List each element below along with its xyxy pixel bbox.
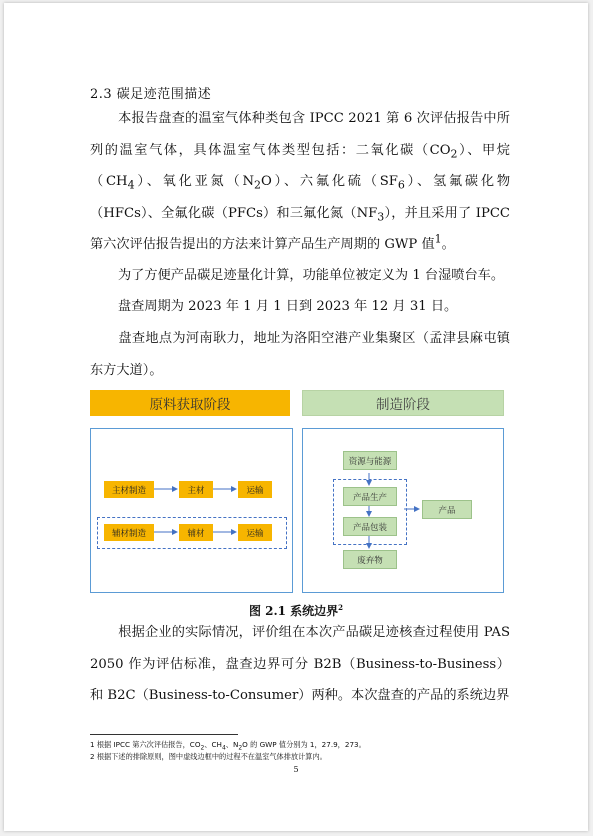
fn1-c: 、N [225, 740, 239, 749]
p4-text: 盘查地点为河南耿力，地址为洛阳空港产业集聚区（孟津县麻屯镇东方大道）。 [90, 331, 510, 378]
footnote-ref: 1 [434, 232, 442, 246]
p1-part-e: ）、氢氟碳化物（HFCs）、全氟化碳（PFCs）和三氟化氮（NF [90, 174, 511, 221]
stage-raw-material-bar: 原料获取阶段 [90, 390, 290, 416]
subscript: 4 [221, 744, 226, 752]
raw-material-panel [90, 428, 293, 593]
paragraph-location [90, 323, 510, 386]
fn1-b: 、CH [204, 740, 222, 749]
transport-box-1: 运输 [238, 481, 272, 498]
left-arrows [91, 429, 294, 594]
caption-text: 图 2.1 系统边界 [248, 604, 339, 618]
transport-box-2: 运输 [238, 524, 272, 541]
paragraph-functional-unit [90, 260, 510, 292]
p3-text: 盘查周期为 2023 年 1 月 1 日到 2023 年 12 月 31 日。 [118, 299, 458, 314]
subscript: 2 [450, 147, 458, 161]
p1-end: 。 [441, 237, 455, 252]
paragraph-boundary [90, 617, 510, 712]
fn1-a: 1 根据 IPCC 第六次评估报告，CO [90, 740, 201, 749]
p2-text: 为了方便产品碳足迹量化计算，功能单位被定义为 1 台湿喷台车。 [118, 268, 505, 283]
p5-text: 根据企业的实际情况，评价组在本次产品碳足迹核查过程使用 PAS 2050 作为评估标准，盘查边界可分 B2B（Business-to-Business）和 B2C（Business-to-Consumer）两种。本次盘查的产品的系统边界 [90, 625, 510, 703]
p1-part-d: O）、六氟化硫（SF [261, 174, 398, 189]
main-material-box: 主材 [179, 481, 213, 498]
footnote-2: 2 根据下述的排除原则，图中虚线边框中的过程不在温室气体排放计算内。 [90, 752, 327, 761]
document-page [4, 3, 588, 831]
subscript: 3 [377, 210, 385, 224]
footnote-1 [90, 740, 366, 750]
subscript: 4 [127, 178, 135, 192]
subscript: 2 [254, 178, 261, 192]
paragraph-ghg-types [90, 103, 510, 261]
product-box: 产品 [422, 500, 472, 519]
product-production-box: 产品生产 [343, 487, 397, 506]
paragraph-period [90, 291, 510, 323]
section-heading: 2.3 碳足迹范围描述 [90, 87, 212, 102]
p1-part-b: ）、甲烷（CH [90, 142, 510, 189]
product-packaging-box: 产品包装 [343, 517, 397, 536]
page-number: 5 [293, 765, 299, 774]
p1-part-a: 本报告盘查的温室气体种类包含 IPCC 2021 第 6 次评估报告中所列的温室气体，具体温室气体类型包括：二氧化碳（CO [90, 111, 510, 158]
subscript: 6 [397, 178, 405, 192]
p1-part-f: ），并且采用了 IPCC 第六次评估报告提出的方法来计算产品生产周期的 GWP 值 [90, 205, 511, 252]
waste-box: 废弃物 [343, 550, 397, 569]
main-material-manufacture-box: 主材制造 [104, 481, 154, 498]
stage-manufacturing-bar: 制造阶段 [302, 390, 504, 416]
subscript: 2 [200, 744, 205, 752]
resources-energy-box: 资源与能源 [343, 451, 397, 470]
subscript: 2 [238, 744, 243, 752]
p1-part-c: ）、氧化亚氮（N [134, 174, 254, 189]
auxiliary-material-manufacture-box: 辅材制造 [104, 524, 154, 541]
footnote-rule [90, 734, 238, 735]
auxiliary-material-box: 辅材 [179, 524, 213, 541]
caption-footnote-ref: 2 [338, 603, 344, 612]
manufacturing-panel [302, 428, 504, 593]
fn1-d: O 的 GWP 值分别为 1，27.9，273。 [242, 740, 366, 749]
